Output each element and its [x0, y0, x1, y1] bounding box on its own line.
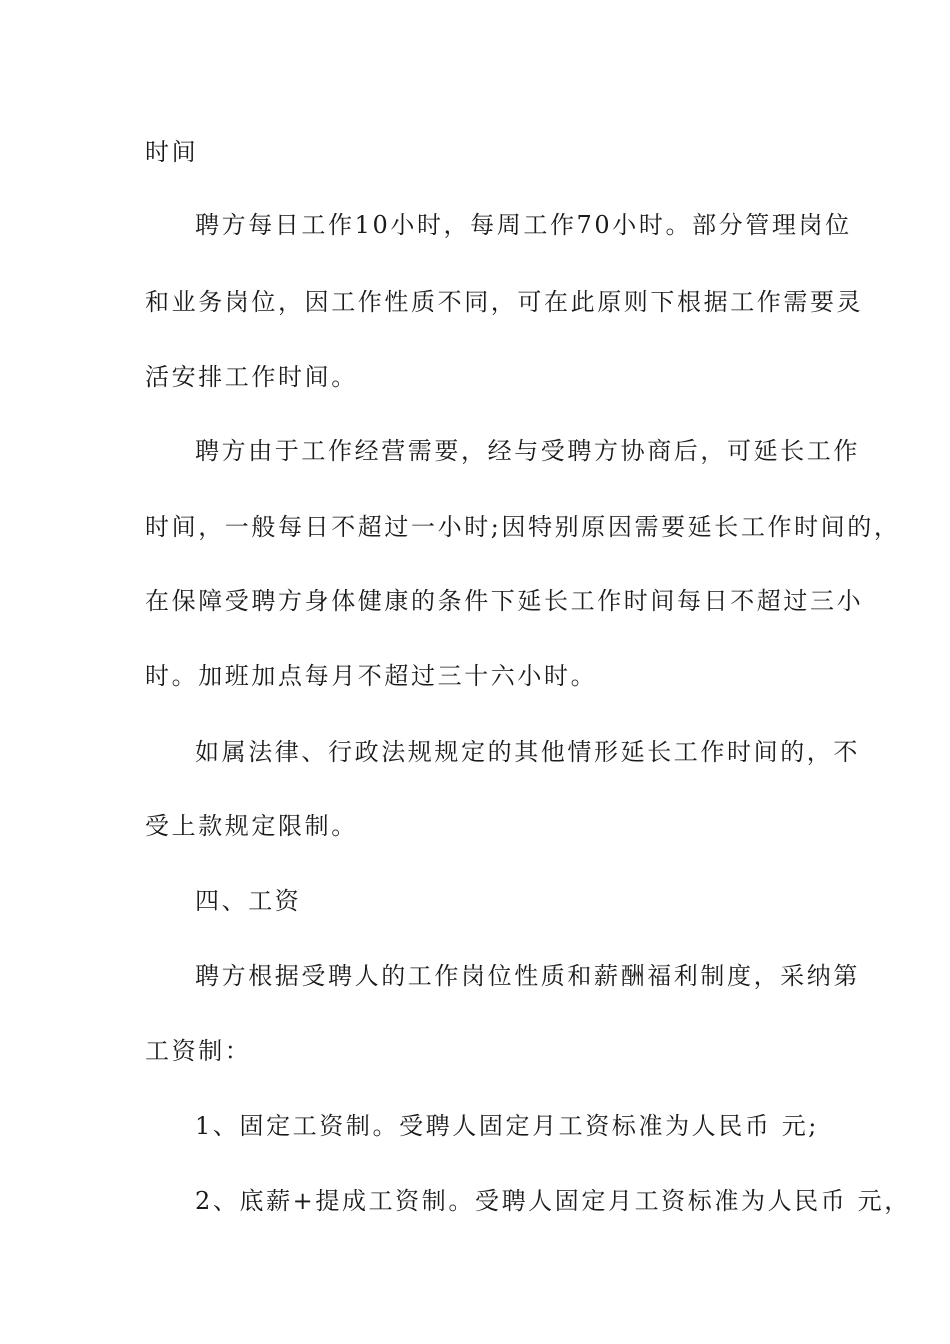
- text-line-1: 时间: [145, 138, 199, 166]
- text-line-9: 如属法律、行政法规规定的其他情形延长工作时间的，不: [195, 738, 860, 766]
- section-heading: 四、工资: [195, 887, 302, 915]
- text-line-12: 聘方根据受聘人的工作岗位性质和薪酬福利制度，采纳第: [195, 962, 860, 990]
- list-item-1: 1、固定工资制。受聘人固定月工资标准为人民币 元;: [195, 1112, 819, 1140]
- text-line-3: 和业务岗位，因工作性质不同，可在此原则下根据工作需要灵: [145, 288, 864, 316]
- text-line-13: 工资制：: [145, 1037, 252, 1065]
- list-item-2: 2、底薪+提成工资制。受聘人固定月工资标准为人民币 元，: [195, 1187, 911, 1215]
- text-line-5: 聘方由于工作经营需要，经与受聘方协商后，可延长工作: [195, 437, 860, 465]
- text-line-6: 时间，一般每日不超过一小时;因特别原因需要延长工作时间的，: [145, 513, 901, 541]
- text-line-7: 在保障受聘方身体健康的条件下延长工作时间每日不超过三小: [145, 587, 864, 615]
- text-line-2: 聘方每日工作10小时，每周工作70小时。部分管理岗位: [195, 211, 852, 239]
- text-line-10: 受上款规定限制。: [145, 812, 358, 840]
- text-line-4: 活安排工作时间。: [145, 363, 358, 391]
- text-line-8: 时。加班加点每月不超过三十六小时。: [145, 662, 598, 690]
